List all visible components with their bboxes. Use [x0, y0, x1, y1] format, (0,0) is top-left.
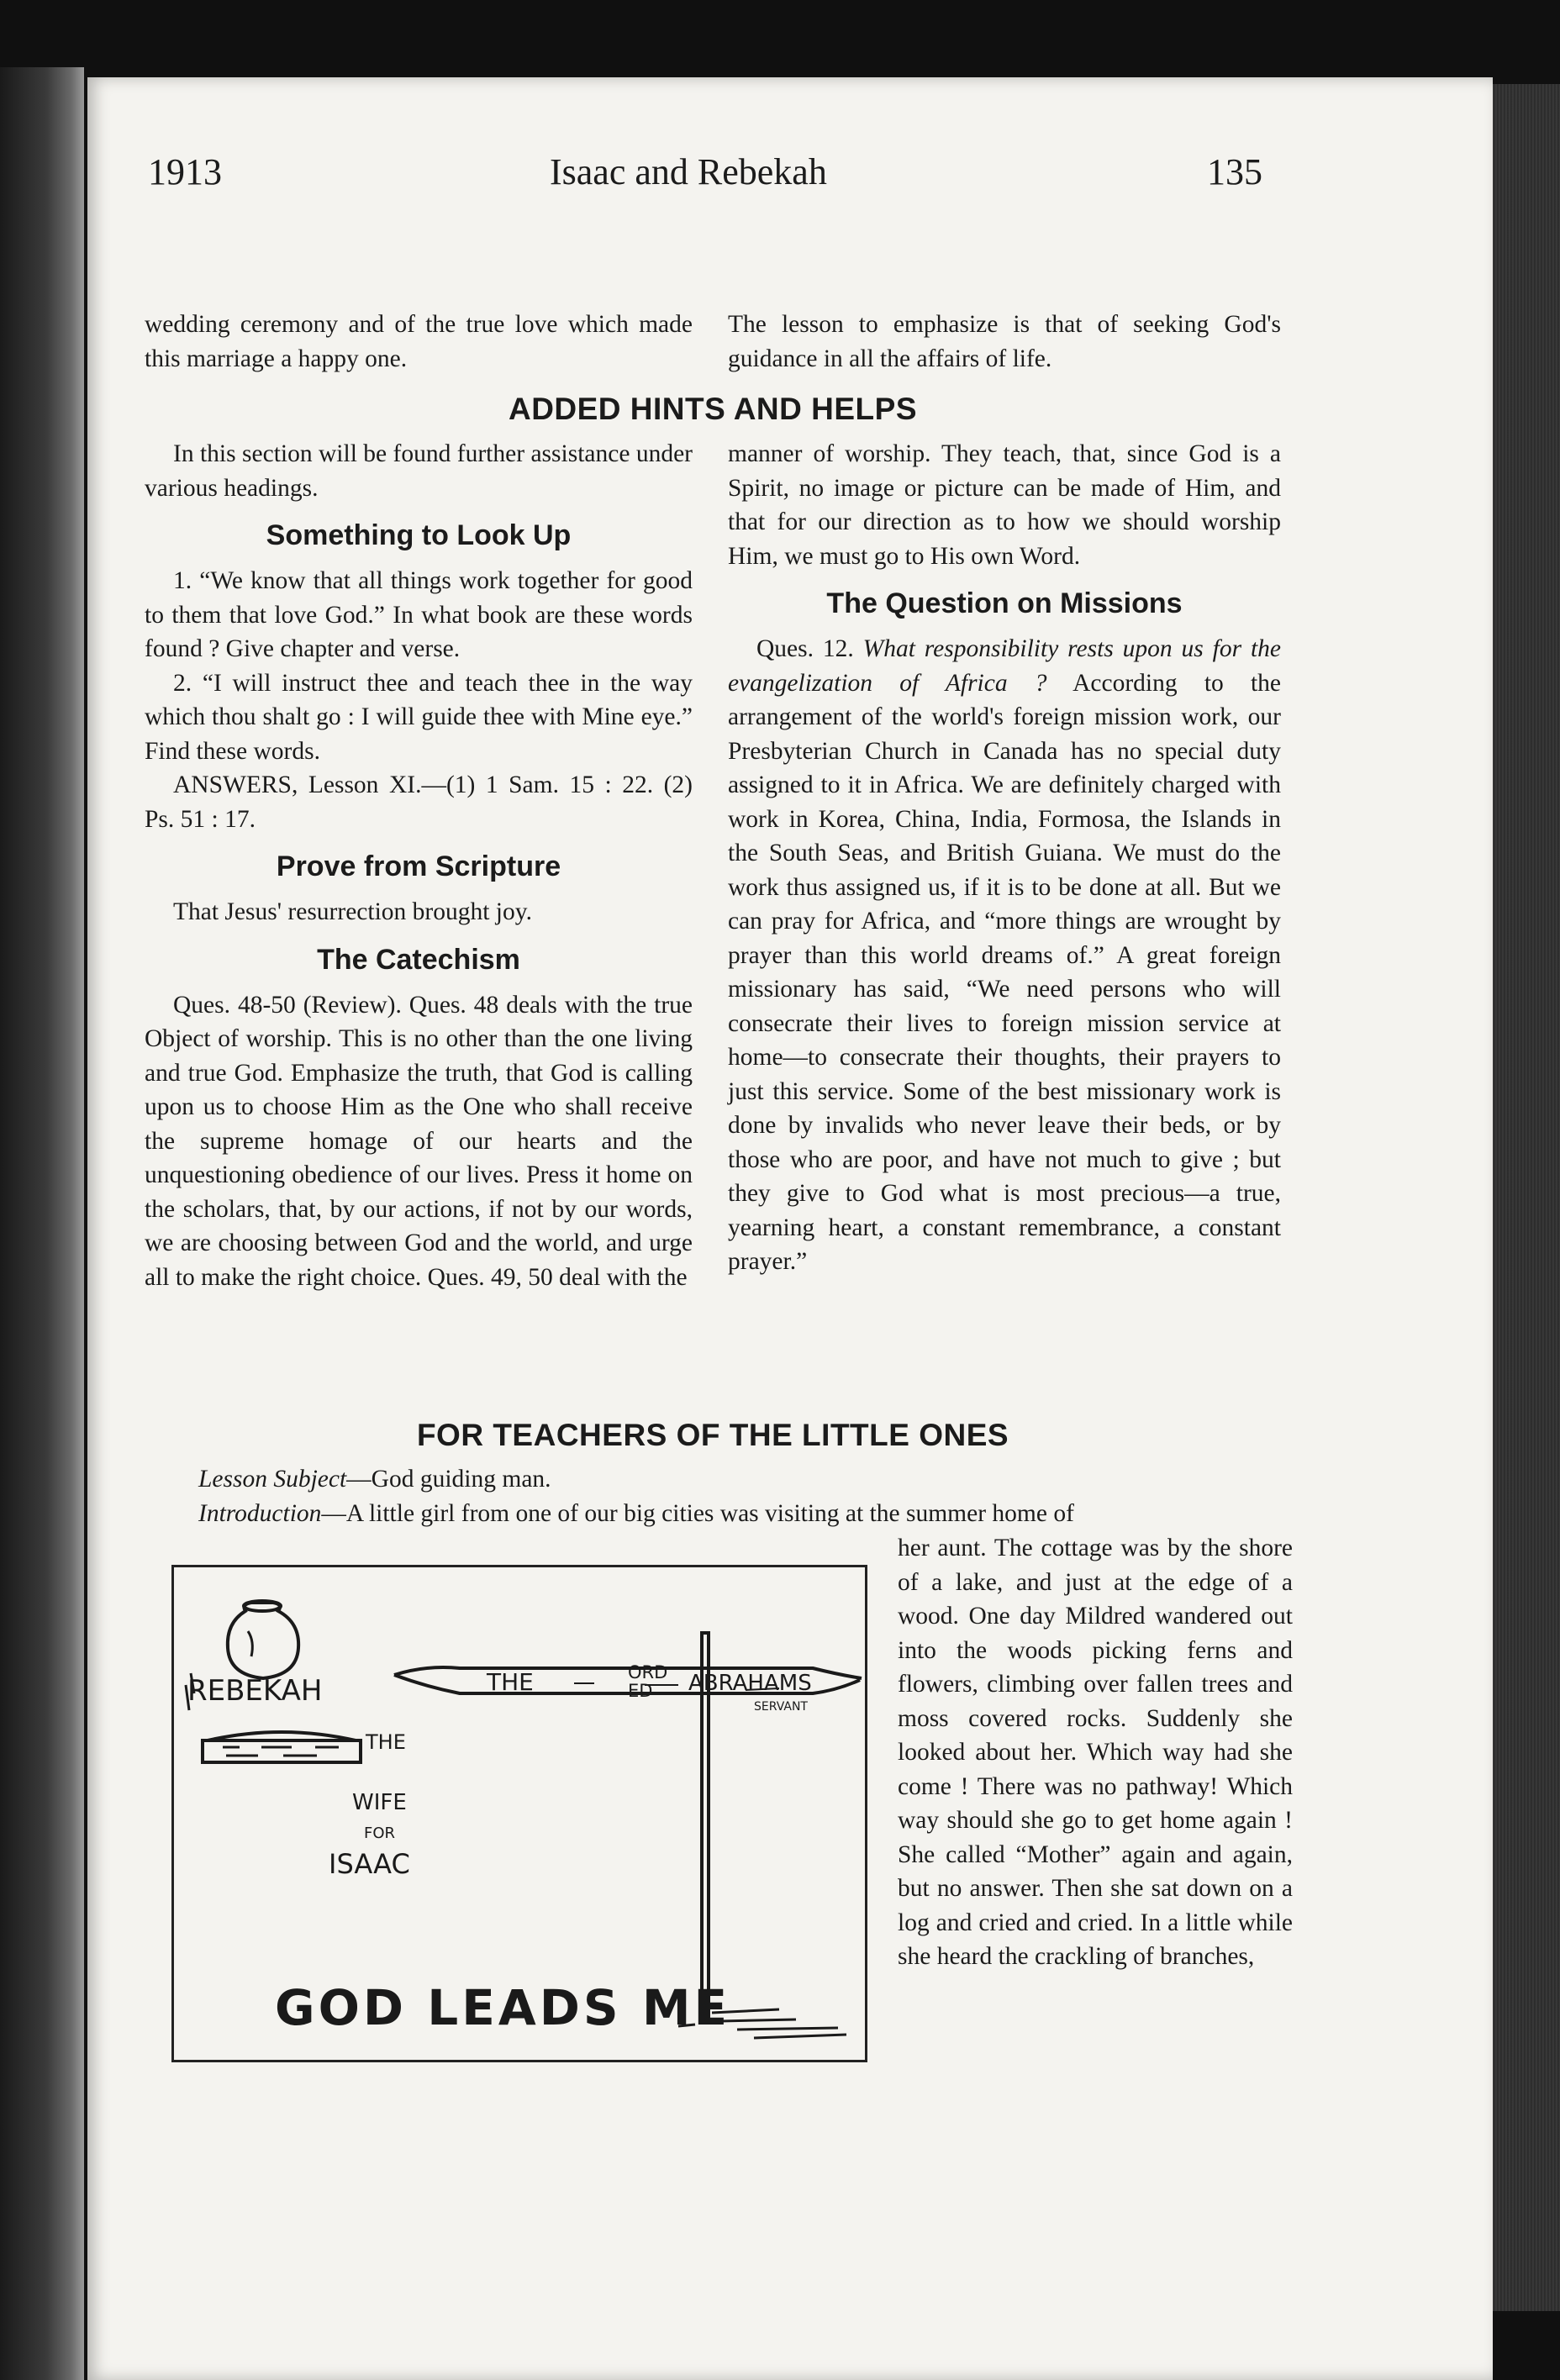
- introduction-label: Introduction: [198, 1500, 322, 1527]
- lesson-subject: [198, 1462, 1291, 1497]
- illus-sign-ed: ED: [628, 1681, 653, 1701]
- hints-intro: In this section will be found further assistance under various headings.: [145, 440, 693, 502]
- introduction-first-text: —A little girl from one of our big cities was visiting at the summer home of: [321, 1500, 1074, 1527]
- lesson-subject-text: —God guiding man.: [346, 1466, 551, 1493]
- look-up-heading: Something to Look Up: [266, 519, 572, 551]
- well-icon: [203, 1732, 361, 1762]
- illus-isaac: ISAAC: [329, 1848, 410, 1880]
- added-hints-heading: ADDED HINTS AND HELPS: [508, 392, 918, 426]
- book-page-edges: [1488, 84, 1560, 2311]
- look-up-answers: ANSWERS, Lesson XI.—(1) 1 Sam. 15 : 22. (2) Ps. 51 : 17.: [145, 771, 693, 833]
- illus-rebekah: REBEKAH: [187, 1674, 323, 1708]
- lesson-subject-label: Lesson Subject: [198, 1466, 347, 1493]
- missions-lead: Ques. 12.: [756, 635, 854, 662]
- catechism-heading: The Catechism: [317, 943, 520, 976]
- catechism-continued: manner of worship. They teach, that, since God is a Spirit, no image or picture can be made of Him, and that for our direction as to how we should worship Him, we must go to His own Word.: [728, 440, 1281, 570]
- introduction-rest: her aunt. The cottage was by the shore of a lake, and just at the edge of a wood. One day Mildred wandered out into the woods picking ferns and flowers, climbing over fallen trees and moss covered rocks. Suddenly she looked about her. Which way had she come ! There was no pathway! Which way should she go to get home again ! She called “Mother” again and again, but no answer. Then she sat down on a log and cried and cried. In a little while she heard the crackling of branches,: [898, 1535, 1293, 1970]
- catechism-text: Ques. 48-50 (Review). Ques. 48 deals with the true Object of worship. This is no other than the one living and true God. Emphasize the truth, that God is calling upon us to choose Him as the One who shall receive the supreme homage of our hearts and the unquestioning obedience of our lives. Press it home on the scholars, that, by our actions, if not by our words, we are choosing between God and the world, and urge all to make the right choice. Ques. 49, 50 deal with the: [145, 991, 693, 1291]
- illus-for: FOR: [364, 1824, 396, 1842]
- look-up-item-2: 2. “I will instruct thee and teach thee in the way which thou shalt go : I will guide thee with Mine eye.” Find these words.: [145, 669, 693, 765]
- little-ones-heading: FOR TEACHERS OF THE LITTLE ONES: [416, 1418, 1009, 1452]
- illus-the: THE: [366, 1730, 406, 1754]
- illus-sign-servant: SERVANT: [754, 1700, 808, 1714]
- header-year: 1913: [148, 151, 222, 192]
- lesson-illustration: [171, 1565, 867, 2062]
- illus-sign-the: THE: [487, 1668, 534, 1696]
- illustration-drawing: [174, 1567, 865, 2060]
- illus-sign-abrahams: ABRAHAMS: [688, 1671, 812, 1696]
- page-number: 135: [1207, 151, 1262, 192]
- water-jar-icon: [228, 1601, 298, 1678]
- left-column: [145, 437, 693, 1294]
- prove-heading: Prove from Scripture: [276, 850, 561, 882]
- top-right-text: The lesson to emphasize is that of seeking God's guidance in all the affairs of life.: [728, 311, 1281, 372]
- header-title: Isaac and Rebekah: [550, 151, 827, 192]
- prove-text: That Jesus' resurrection brought joy.: [173, 898, 532, 925]
- missions-question: What responsibility rests upon us for the evangelization of Africa ?: [728, 635, 1281, 697]
- missions-heading: The Question on Missions: [826, 587, 1183, 619]
- missions-answer: According to the arrangement of the world's foreign mission work, our Presbyterian Church in Canada has no special duty assigned to it in Africa. We are definitely charged with work in Korea, China, India, Formosa, the Islands in the South Seas, and British Guiana. We must do the work thus assigned us, if it is to be done at all. But we can pray for Africa, and “more things are wrought by prayer than this world dreams of.” A great foreign missionary has said, “We need persons who will consecrate their lives to foreign mission service at home—to consecrate their thoughts, their prayers to just this service. Some of the best missionary work is done by invalids who never leave their beds, or by those who are poor, and have not much to give ; but they give to God what is most precious—a true, yearning heart, a constant remembrance, a constant prayer.”: [728, 669, 1281, 1275]
- illus-sign-ord: ORD: [628, 1662, 668, 1682]
- look-up-item-1: 1. “We know that all things work together for good to them that love God.” In what book are these words found ? Give chapter and verse.: [145, 567, 693, 662]
- right-column: [728, 437, 1281, 1279]
- missions-text: [728, 632, 1281, 1279]
- top-left-text: wedding ceremony and of the true love which made this marriage a happy one.: [145, 311, 693, 372]
- introduction-first-line: [198, 1497, 1293, 1531]
- illus-motto: GOD LEADS ME: [275, 1979, 731, 2036]
- book-binding-left: [0, 67, 84, 2380]
- illus-wife: WIFE: [352, 1790, 407, 1815]
